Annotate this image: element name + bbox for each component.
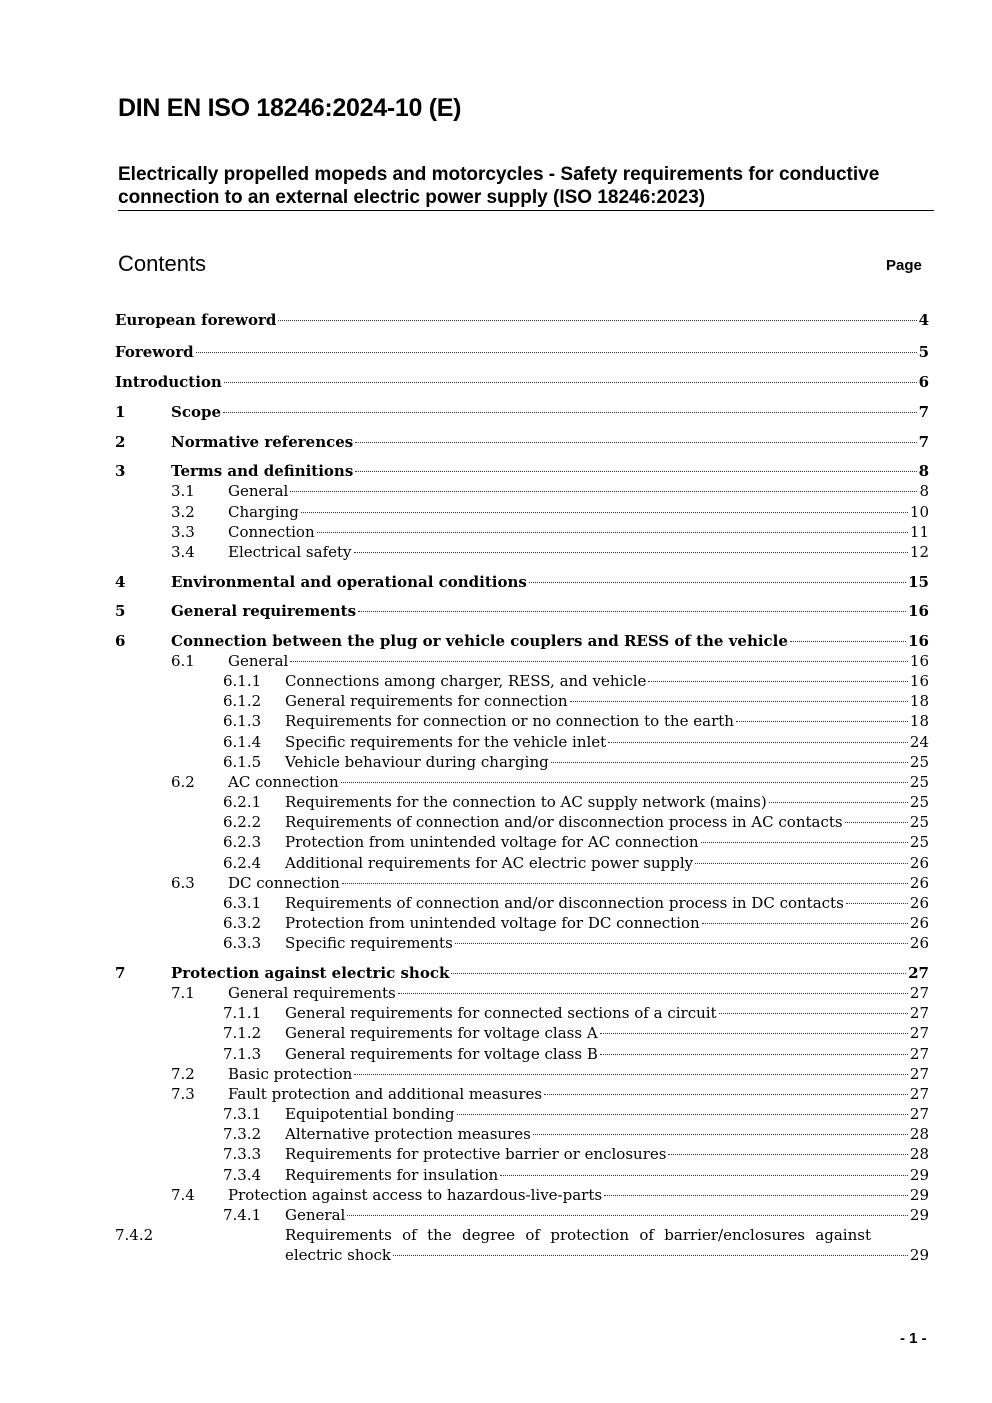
toc-entry[interactable]: [115, 732, 929, 752]
toc-entry-title: Normative references: [171, 433, 354, 451]
toc-entry-page: 12: [909, 543, 929, 561]
toc-entry-title: Requirements of connection and/or disconnection process in DC contacts: [285, 894, 844, 912]
toc-entry[interactable]: [115, 502, 929, 522]
toc-entry[interactable]: [115, 752, 929, 772]
toc-entry-title: Protection from unintended voltage for AC connection: [285, 833, 699, 851]
toc-entry-number: 7: [115, 964, 126, 982]
toc-entry-number: 6.1: [171, 652, 195, 670]
dot-leader: [668, 1153, 907, 1155]
document-title-line-1: Electrically propelled mopeds and motorcycles - Safety requirements for conductive: [118, 164, 880, 185]
dot-leader: [769, 801, 908, 803]
toc-entry-page: 25: [909, 773, 929, 791]
toc-entry-page: 18: [909, 712, 929, 730]
toc-entry-title: AC connection: [228, 773, 339, 791]
toc-entry-page: 7: [918, 403, 929, 421]
toc-entry[interactable]: [115, 402, 929, 422]
toc-entry-number: 4: [115, 573, 126, 591]
toc-entry[interactable]: [115, 792, 929, 812]
toc-entry-number: 7.4: [171, 1186, 195, 1204]
dot-leader: [604, 1194, 908, 1196]
toc-entry-page: 27: [909, 1105, 929, 1123]
dot-leader: [702, 922, 908, 924]
toc-entry-title: Requirements for protective barrier or enclosures: [285, 1145, 667, 1163]
toc-entry-page: 29: [909, 1166, 929, 1184]
toc-entry-page: 27: [909, 1085, 929, 1103]
toc-entry-number: 6.2.4: [223, 854, 262, 872]
toc-entry-number: 7.1.2: [223, 1024, 262, 1042]
toc-entry-page: 16: [908, 602, 929, 620]
toc-entry-page: 26: [909, 854, 929, 872]
toc-entry-page: 27: [909, 1065, 929, 1083]
toc-entry-page: 25: [909, 833, 929, 851]
dot-leader: [551, 761, 908, 763]
dot-leader: [317, 531, 908, 533]
toc-entry[interactable]: [115, 1084, 929, 1104]
dot-leader: [600, 1032, 908, 1034]
toc-entry-page: 26: [909, 874, 929, 892]
toc-entry-title: General requirements for connected sections of a circuit: [285, 1004, 717, 1022]
toc-entry-title: General requirements for voltage class B: [285, 1045, 598, 1063]
toc-entry[interactable]: [115, 432, 929, 452]
toc-entry-number: 7.4.2: [115, 1226, 154, 1244]
toc-entry-number: 7.3.1: [223, 1105, 262, 1123]
toc-entry-title: Requirements for connection or no connection to the earth: [285, 712, 734, 730]
toc-entry-title: Environmental and operational conditions: [171, 573, 527, 591]
dot-leader: [570, 700, 908, 702]
toc-entry-page: 29: [909, 1186, 929, 1204]
toc-entry-page: 8: [918, 462, 929, 480]
toc-entry-number: 6.3.1: [223, 894, 262, 912]
toc-entry-page: 26: [909, 894, 929, 912]
dot-leader: [695, 862, 908, 864]
toc-entry-page: 24: [909, 733, 929, 751]
toc-entry[interactable]: [115, 893, 929, 913]
toc-entry[interactable]: [115, 1144, 929, 1164]
toc-entry-number: 6.3.3: [223, 934, 262, 952]
toc-entry-title: General requirements for connection: [285, 692, 568, 710]
dot-leader: [355, 470, 916, 472]
toc-entry-number: 6.2: [171, 773, 195, 791]
dot-leader: [347, 1214, 908, 1216]
dot-leader: [278, 319, 916, 321]
toc-entry-number: 6.1.4: [223, 733, 262, 751]
toc-entry[interactable]: [115, 651, 929, 671]
dot-leader: [845, 821, 908, 823]
toc-entry-number: 6.1.2: [223, 692, 262, 710]
toc-entry[interactable]: [115, 631, 929, 651]
toc-entry-page: 26: [909, 914, 929, 932]
dot-leader: [533, 1133, 908, 1135]
toc-entry-title: Specific requirements for the vehicle inlet: [285, 733, 607, 751]
toc-entry[interactable]: [115, 542, 929, 562]
toc-entry-title: General requirements for voltage class A: [285, 1024, 598, 1042]
toc-entry-page: 27: [909, 984, 929, 1002]
toc-entry-page: 16: [909, 672, 929, 690]
toc-entry-number: 3: [115, 462, 126, 480]
toc-entry-title: Protection from unintended voltage for DC connection: [285, 914, 700, 932]
toc-entry-page: 26: [909, 934, 929, 952]
toc-entry-title: DC connection: [228, 874, 340, 892]
toc-entry-page: 8: [919, 482, 929, 500]
toc-entry-title: Protection against access to hazardous-live-parts: [228, 1186, 603, 1204]
toc-entry-title: Equipotential bonding: [285, 1105, 455, 1123]
toc-entry-number: 6.3: [171, 874, 195, 892]
toc-entry-page: 15: [908, 573, 929, 591]
dot-leader: [196, 351, 917, 353]
toc-entry-title: Additional requirements for AC electric power supply: [285, 854, 694, 872]
toc-entry-number: 1: [115, 403, 126, 421]
toc-entry-number: 3.3: [171, 523, 195, 541]
toc-entry[interactable]: [115, 310, 929, 330]
toc-entry-number: 7.4.1: [223, 1206, 262, 1224]
toc-entry-page: 11: [909, 523, 929, 541]
dot-leader: [398, 992, 908, 994]
toc-entry[interactable]: [115, 933, 929, 953]
toc-entry-number: 5: [115, 602, 126, 620]
toc-entry[interactable]: [115, 873, 929, 893]
toc-entry[interactable]: [115, 481, 929, 501]
toc-entry-number: 2: [115, 433, 126, 451]
page-column-heading: Page: [886, 257, 922, 274]
toc-entry-title: General requirements: [228, 984, 396, 1002]
dot-leader: [544, 1093, 908, 1095]
toc-entry-title-line-1: Requirements of the degree of protection of barrier/enclosures against: [285, 1226, 871, 1244]
toc-entry-page: 10: [909, 503, 929, 521]
toc-entry-page: 7: [918, 433, 929, 451]
toc-entry-number: 7.1.3: [223, 1045, 262, 1063]
toc-entry[interactable]: [115, 342, 929, 362]
dot-leader: [608, 741, 908, 743]
toc-entry-page: 27: [908, 964, 929, 982]
dot-leader: [354, 1073, 908, 1075]
toc-entry-number: 6.3.2: [223, 914, 262, 932]
toc-entry-title: Requirements for insulation: [285, 1166, 499, 1184]
dot-leader: [354, 551, 908, 553]
dot-leader: [342, 882, 908, 884]
toc-entry-title: Basic protection: [228, 1065, 353, 1083]
toc-entry-title: Requirements of connection and/or disconnection process in AC contacts: [285, 813, 843, 831]
toc-entry-title: General: [228, 482, 289, 500]
toc-entry-title: Connections among charger, RESS, and vehicle: [285, 672, 647, 690]
toc-entry-number: 6.1.5: [223, 753, 262, 771]
toc-entry[interactable]: [115, 1044, 929, 1064]
toc-entry[interactable]: [115, 711, 929, 731]
toc-entry-title: Connection between the plug or vehicle couplers and RESS of the vehicle: [171, 632, 788, 650]
dot-leader: [701, 841, 908, 843]
toc-entry[interactable]: [115, 963, 929, 983]
toc-entry-page: 28: [909, 1125, 929, 1143]
dot-leader: [290, 490, 917, 492]
toc-entry-title: Scope: [171, 403, 222, 421]
toc-entry-title: General requirements: [171, 602, 357, 620]
toc-entry-number: 7.3.2: [223, 1125, 262, 1143]
toc-entry-number: 6.2.1: [223, 793, 262, 811]
toc-entry[interactable]: [115, 372, 929, 392]
dot-leader: [358, 610, 906, 612]
toc-entry-title: Vehicle behaviour during charging: [285, 753, 549, 771]
toc-entry[interactable]: [115, 1205, 929, 1225]
toc-entry-title: Electrical safety: [228, 543, 352, 561]
toc-entry[interactable]: [115, 1185, 929, 1205]
dot-leader: [290, 660, 908, 662]
toc-entry-page: 29: [909, 1206, 929, 1224]
toc-entry-title: General: [285, 1206, 346, 1224]
toc-entry-page: 29: [909, 1246, 929, 1264]
toc-entry-title: Protection against electric shock: [171, 964, 450, 982]
toc-entry[interactable]: [115, 1124, 929, 1144]
dot-leader: [529, 581, 906, 583]
dot-leader: [457, 1113, 908, 1115]
dot-leader: [455, 942, 908, 944]
toc-entry[interactable]: [115, 832, 929, 852]
toc-entry[interactable]: [115, 691, 929, 711]
toc-entry-number: 6.2.3: [223, 833, 262, 851]
toc-entry[interactable]: [115, 853, 929, 873]
toc-entry-number: 6.1.3: [223, 712, 262, 730]
toc-entry-page: 27: [909, 1004, 929, 1022]
toc-entry[interactable]: [115, 522, 929, 542]
toc-entry-title: Alternative protection measures: [285, 1125, 531, 1143]
toc-entry[interactable]: [115, 572, 929, 592]
toc-entry-title: Fault protection and additional measures: [228, 1085, 543, 1103]
dot-leader: [355, 441, 916, 443]
toc-entry-number: 7.3.4: [223, 1166, 262, 1184]
toc-entry-title: Requirements for the connection to AC supply network (mains): [285, 793, 767, 811]
toc-entry[interactable]: [115, 671, 929, 691]
toc-entry[interactable]: [115, 772, 929, 792]
toc-entry-title: Terms and definitions: [171, 462, 354, 480]
toc-entry[interactable]: [115, 1104, 929, 1124]
toc-entry-page: 28: [909, 1145, 929, 1163]
dot-leader: [600, 1053, 908, 1055]
toc-entry[interactable]: [115, 461, 929, 481]
toc-entry-title: General: [228, 652, 289, 670]
toc-entry[interactable]: [115, 1023, 929, 1043]
toc-entry[interactable]: [115, 1003, 929, 1023]
document-id: DIN EN ISO 18246:2024-10 (E): [118, 94, 462, 122]
dot-leader: [224, 381, 917, 383]
document-title: [118, 163, 934, 211]
toc-entry-title-line-2: electric shock: [285, 1246, 391, 1264]
toc-entry-page: 25: [909, 813, 929, 831]
toc-entry[interactable]: [115, 1064, 929, 1084]
toc-entry-page: 6: [918, 373, 929, 391]
toc-entry-title: Charging: [228, 503, 299, 521]
toc-entry-page: 4: [918, 311, 929, 329]
toc-entry[interactable]: [115, 601, 929, 621]
toc-entry-page: 16: [908, 632, 929, 650]
dot-leader: [393, 1254, 908, 1256]
toc-entry-title: Introduction: [115, 373, 222, 391]
footer-page-number: - 1 -: [900, 1330, 927, 1347]
toc-entry-number: 7.3: [171, 1085, 195, 1103]
toc-entry[interactable]: [115, 1165, 929, 1185]
dot-leader: [790, 640, 906, 642]
dot-leader: [301, 511, 908, 513]
toc-entry-number: 7.1: [171, 984, 195, 1002]
toc-entry-number: 7.2: [171, 1065, 195, 1083]
toc-entry[interactable]: [115, 913, 929, 933]
dot-leader: [451, 972, 906, 974]
toc-entry-number: 7.1.1: [223, 1004, 262, 1022]
toc-entry-title: Connection: [228, 523, 315, 541]
toc-entry-number: 7.3.3: [223, 1145, 262, 1163]
toc-entry-title: European foreword: [115, 311, 277, 329]
toc-entry-number: 3.1: [171, 482, 195, 500]
toc-entry-page: 25: [909, 793, 929, 811]
toc-entry[interactable]: [115, 983, 929, 1003]
toc-entry-number: 6.1.1: [223, 672, 262, 690]
document-title-line-2: connection to an external electric power supply (ISO 18246:2023): [118, 187, 706, 208]
toc-entry-number: 6: [115, 632, 126, 650]
toc-entry-page: 16: [909, 652, 929, 670]
dot-leader: [341, 781, 908, 783]
toc-entry-page: 25: [909, 753, 929, 771]
toc-entry-number: 3.2: [171, 503, 195, 521]
dot-leader: [846, 902, 908, 904]
toc-entry-title: Specific requirements: [285, 934, 453, 952]
toc-entry-number: 3.4: [171, 543, 195, 561]
toc-entry-title: Foreword: [115, 343, 194, 361]
toc-entry-number: 6.2.2: [223, 813, 262, 831]
dot-leader: [500, 1174, 908, 1176]
dot-leader: [648, 680, 907, 682]
contents-heading: Contents: [118, 251, 207, 276]
dot-leader: [736, 720, 908, 722]
dot-leader: [719, 1012, 908, 1014]
dot-leader: [223, 411, 917, 413]
toc-entry-page: 27: [909, 1024, 929, 1042]
toc-entry-page: 5: [918, 343, 929, 361]
toc-entry[interactable]: [115, 812, 929, 832]
toc-entry-page: 27: [909, 1045, 929, 1063]
toc-entry-page: 18: [909, 692, 929, 710]
